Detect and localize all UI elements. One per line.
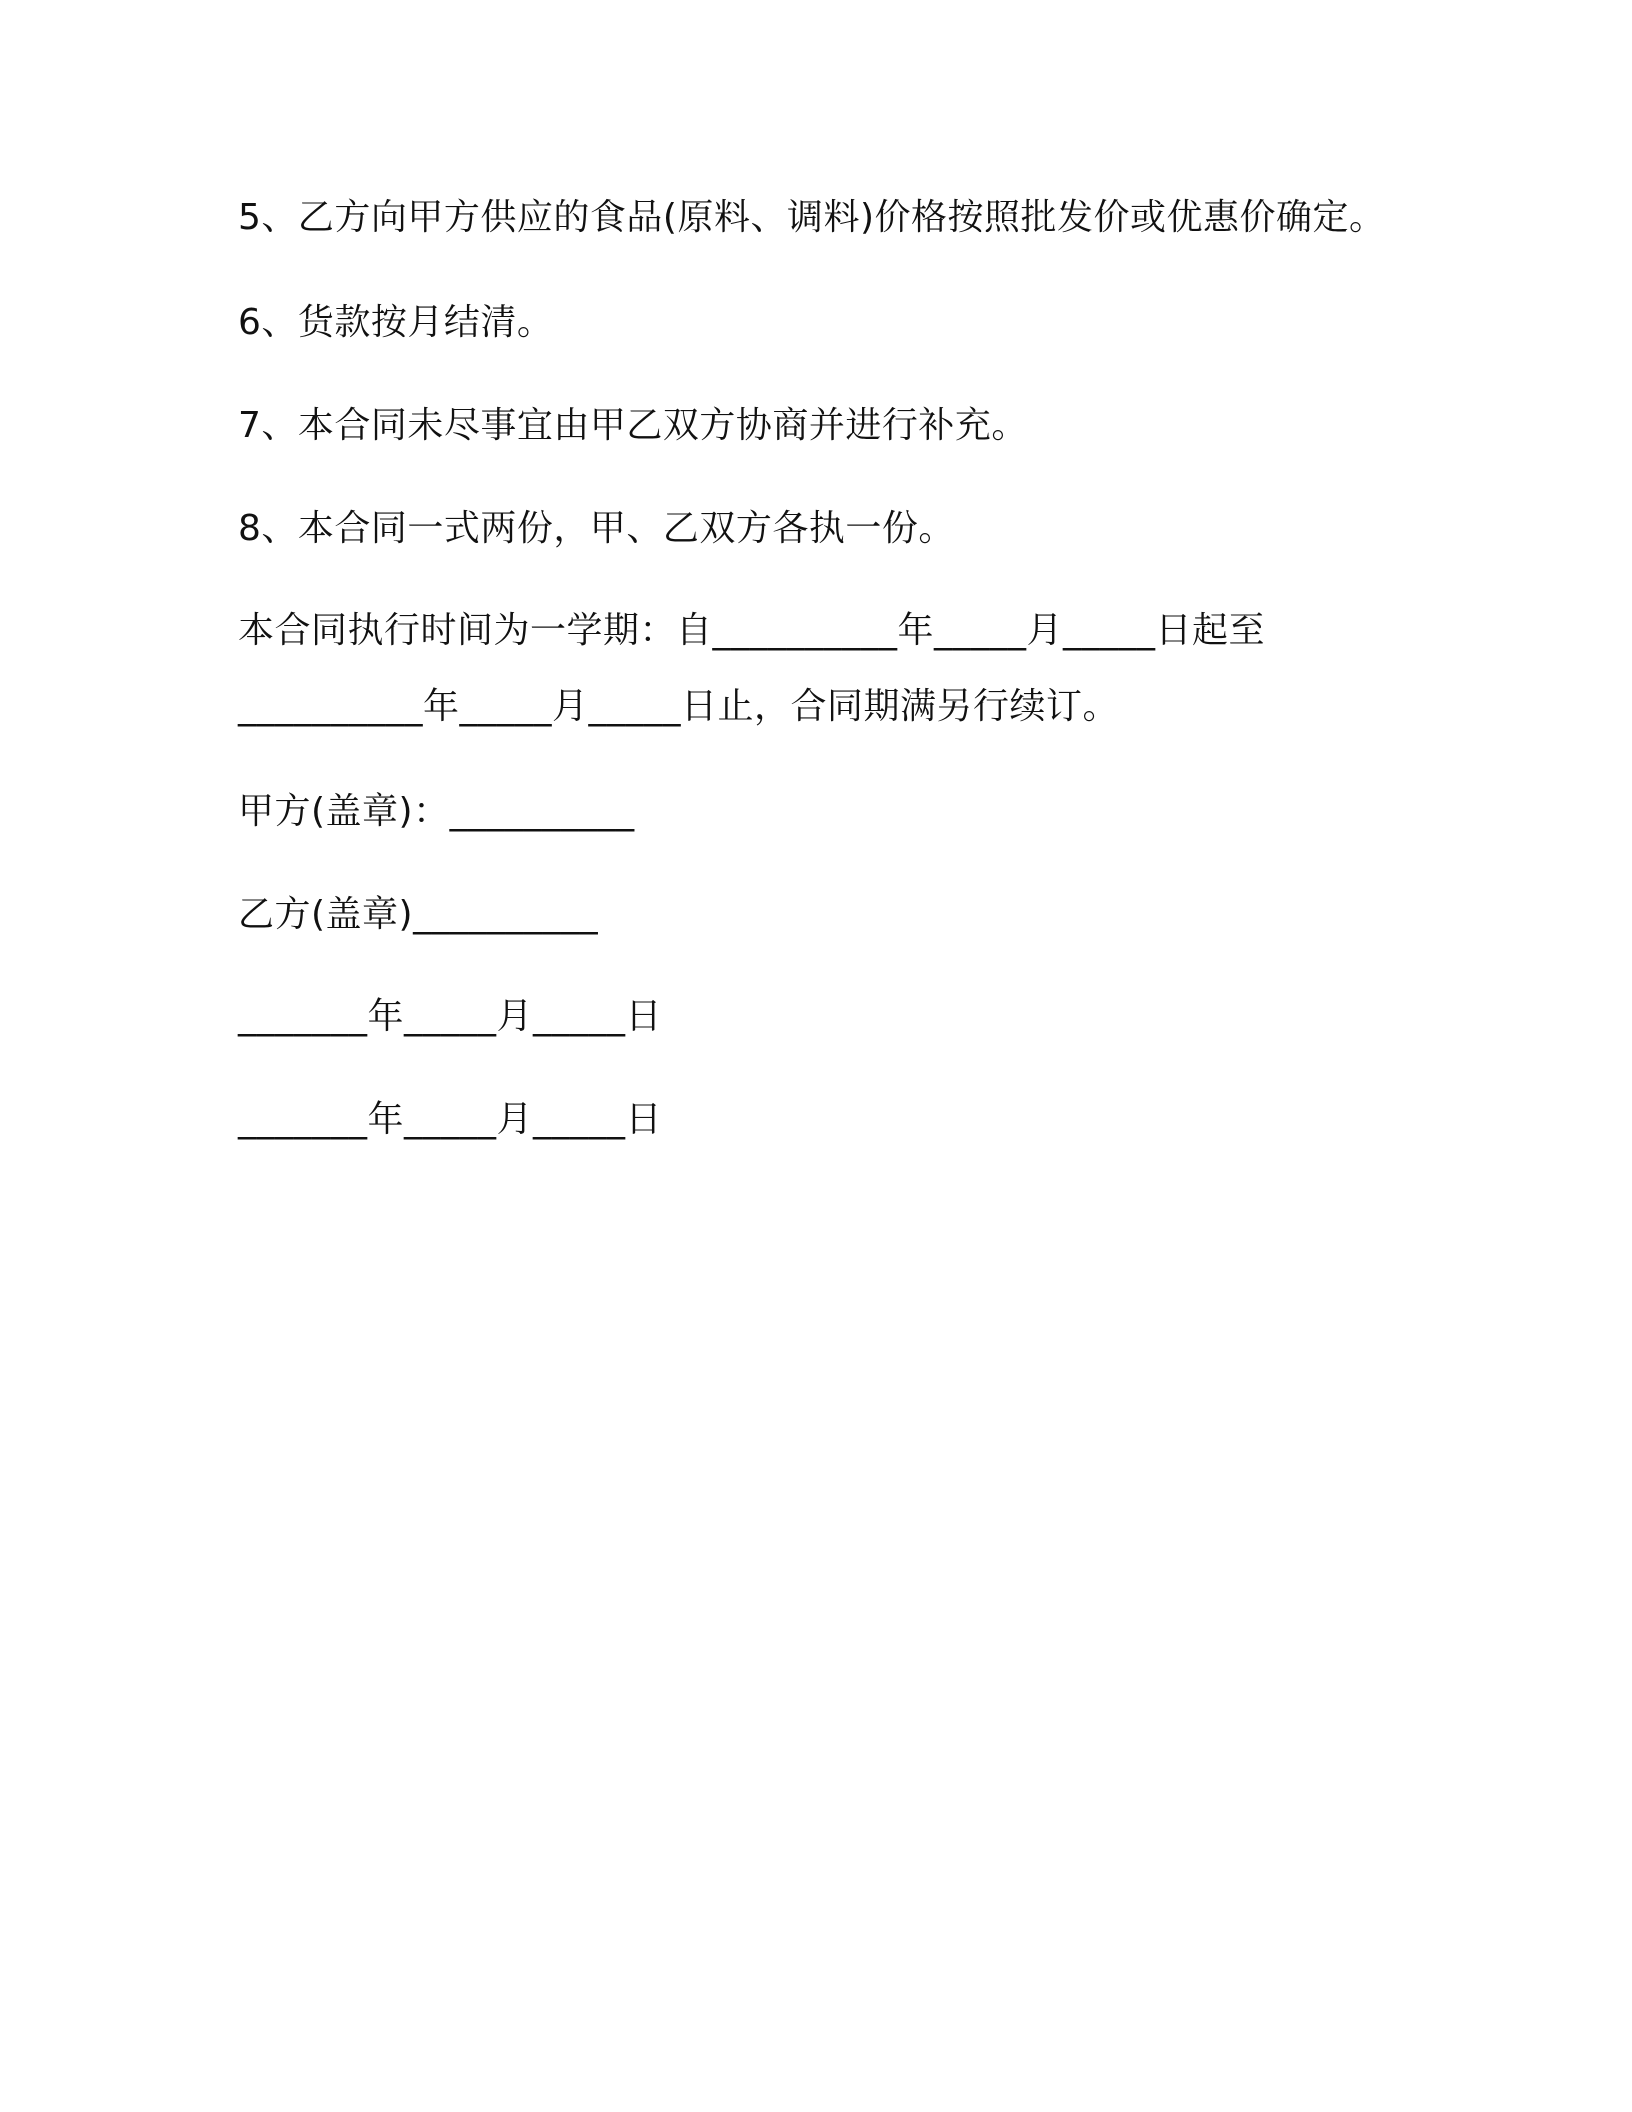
clause-6: 6、货款按月结清。 bbox=[238, 302, 554, 343]
contract-term-line-2: __________年_____月_____日止，合同期满另行续订。 bbox=[238, 686, 1120, 727]
party-b-seal-line: 乙方(盖章)__________ bbox=[238, 894, 599, 935]
party-a-date-line: _______年_____月_____日 bbox=[238, 996, 662, 1037]
party-b-date-line: _______年_____月_____日 bbox=[238, 1099, 662, 1140]
clause-7: 7、本合同未尽事宜由甲乙双方协商并进行补充。 bbox=[238, 405, 1028, 446]
clause-8: 8、本合同一式两份，甲、乙双方各执一份。 bbox=[238, 508, 955, 549]
clause-5: 5、乙方向甲方供应的食品(原料、调料)价格按照批发价或优惠价确定。 bbox=[238, 197, 1386, 238]
party-a-seal-line: 甲方(盖章)：__________ bbox=[238, 791, 635, 832]
contract-term-line-1: 本合同执行时间为一学期：自__________年_____月_____日起至 bbox=[238, 610, 1266, 651]
